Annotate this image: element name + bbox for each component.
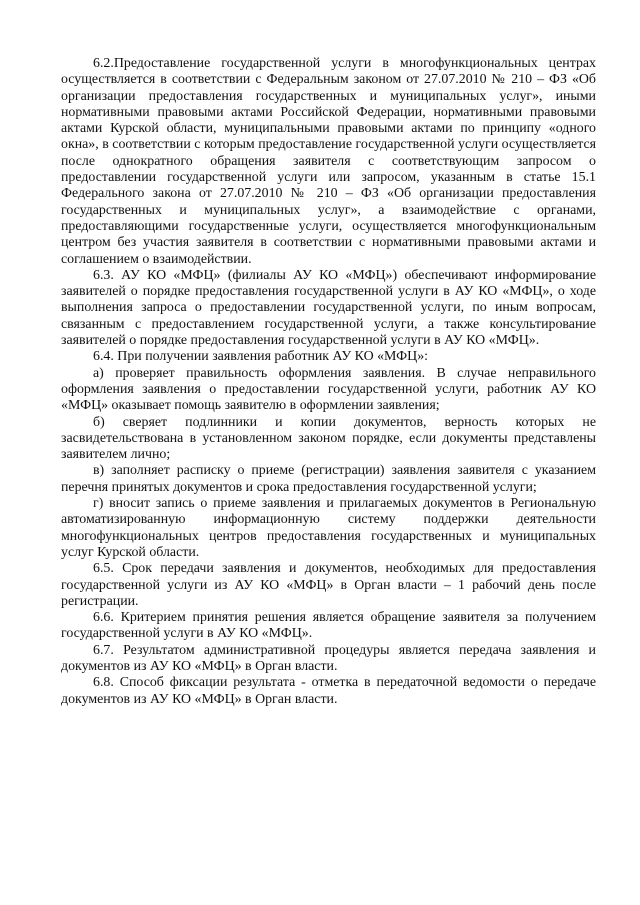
document-page [61, 56, 596, 708]
paragraph-6-4-a: а) проверяет правильность оформления заявления. В случае неправильного оформления заявления о предоставлении государственной услуги, работник АУ КО «МФЦ» оказывает помощь заявителю в оформлении заявления; [61, 365, 596, 414]
paragraph-6-7: 6.7. Результатом административной процедуры является передача заявления и документов из АУ КО «МФЦ» в Орган власти. [61, 642, 596, 674]
paragraph-6-8: 6.8. Способ фиксации результата - отметка в передаточной ведомости о передаче документов из АУ КО «МФЦ» в Орган власти. [61, 675, 596, 707]
paragraph-6-4-v: в) заполняет расписку о приеме (регистрации) заявления заявителя с указанием перечня принятых документов и срока предоставления государственной услуги; [61, 463, 596, 495]
paragraph-6-4-b: б) сверяет подлинники и копии документов, верность которых не засвидетельствована в установленном законом порядке, если документы представлены заявителем лично; [61, 414, 596, 463]
paragraph-6-4: 6.4. При получении заявления работник АУ КО «МФЦ»: [93, 349, 428, 365]
paragraph-6-3: 6.3. АУ КО «МФЦ» (филиалы АУ КО «МФЦ») обеспечивают информирование заявителей о порядке предоставления государственной услуги в АУ КО «МФЦ», о ходе выполнения запроса о предоставлении государственной услуги, по иным вопросам, связанным с предоставлением государственной услуги, а также консультирование заявителей о порядке предоставления государственной услуги в АУ КО «МФЦ». [61, 267, 596, 349]
paragraph-6-6: 6.6. Критерием принятия решения является обращение заявителя за получением государственной услуги в АУ КО «МФЦ». [61, 610, 596, 642]
paragraph-6-5: 6.5. Срок передачи заявления и документов, необходимых для предоставления государственной услуги из АУ КО «МФЦ» в Орган власти – 1 рабочий день после регистрации. [61, 561, 596, 609]
paragraph-6-4-g: г) вносит запись о приеме заявления и прилагаемых документов в Региональную автоматизированную информационную систему поддержки деятельности многофункциональных центров предоставления государственных и муниципальных услуг Курской области. [61, 496, 596, 560]
paragraph-6-2: 6.2.Предоставление государственной услуги в многофункциональных центрах осуществляется в соответствии с Федеральным законом от 27.07.2010 № 210 – ФЗ «Об организации предоставления государственных и муниципальных услуг», иными нормативными правовыми актами Российской Федерации, нормативными правовыми актами Курской области, муниципальными правовыми актами по принципу «одного окна», в соответствии с которым предоставление государственной услуги осуществляется после однократного обращения заявителя с соответствующим запросом о предоставлении государственной услуги или запросом, указанным в статье 15.1 Федерального закона от 27.07.2010 № 210 – ФЗ «Об организации предоставления государственных и муниципальных услуг», а взаимодействие с органами, предоставляющими государственные услуги, осуществляется многофункциональным центром без участия заявителя в соответствии с нормативными правовыми актами и соглашением о взаимодействии. [61, 56, 596, 267]
